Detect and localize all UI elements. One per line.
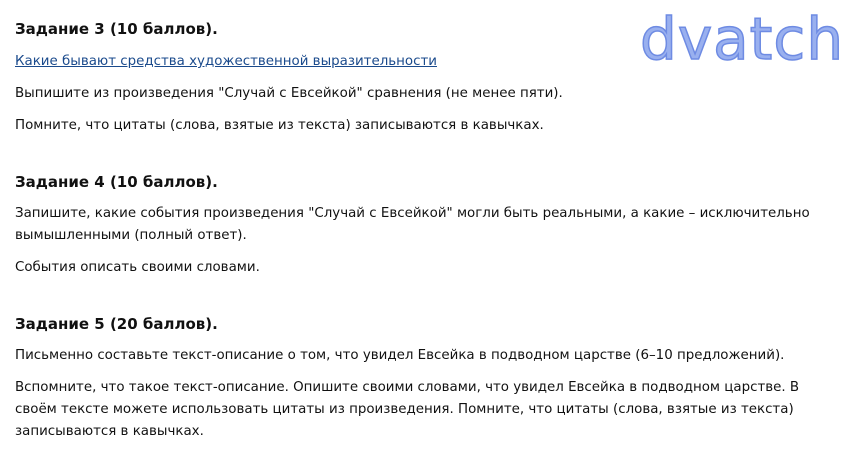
task-5-section <box>15 313 845 443</box>
task-3-heading: Задание 3 (10 баллов). <box>15 20 218 38</box>
task-4-note: События описать своими словами. <box>15 260 260 275</box>
task-4-section <box>15 171 845 279</box>
task-4-instruction: Запишите, какие события произведения "Случай с Евсейкой" могли быть реальными, а какие – исключительно вымышленными (полный ответ). <box>15 206 810 243</box>
task-3-instruction: Выпишите из произведения "Случай с Евсейкой" сравнения (не менее пяти). <box>15 86 563 101</box>
task-4-heading: Задание 4 (10 баллов). <box>15 173 218 191</box>
task-5-note: Вспомните, что такое текст-описание. Опишите своими словами, что увидел Евсейка в подводном царстве. В своём тексте можете использовать цитаты из произведения. Помните, что цитаты (слова, взятые из текста) записываются в кавычках. <box>15 380 800 439</box>
task-5-heading: Задание 5 (20 баллов). <box>15 315 218 333</box>
watermark-logo: dvatch <box>640 5 845 73</box>
task-3-section <box>15 18 845 137</box>
page-content <box>15 18 845 443</box>
task-3-note: Помните, что цитаты (слова, взятые из текста) записываются в кавычках. <box>15 118 544 133</box>
task-5-instruction: Письменно составьте текст-описание о том, что увидел Евсейка в подводном царстве (6–10 предложений). <box>15 348 785 363</box>
expressive-means-link[interactable]: Какие бывают средства художественной выразительности <box>15 54 437 69</box>
